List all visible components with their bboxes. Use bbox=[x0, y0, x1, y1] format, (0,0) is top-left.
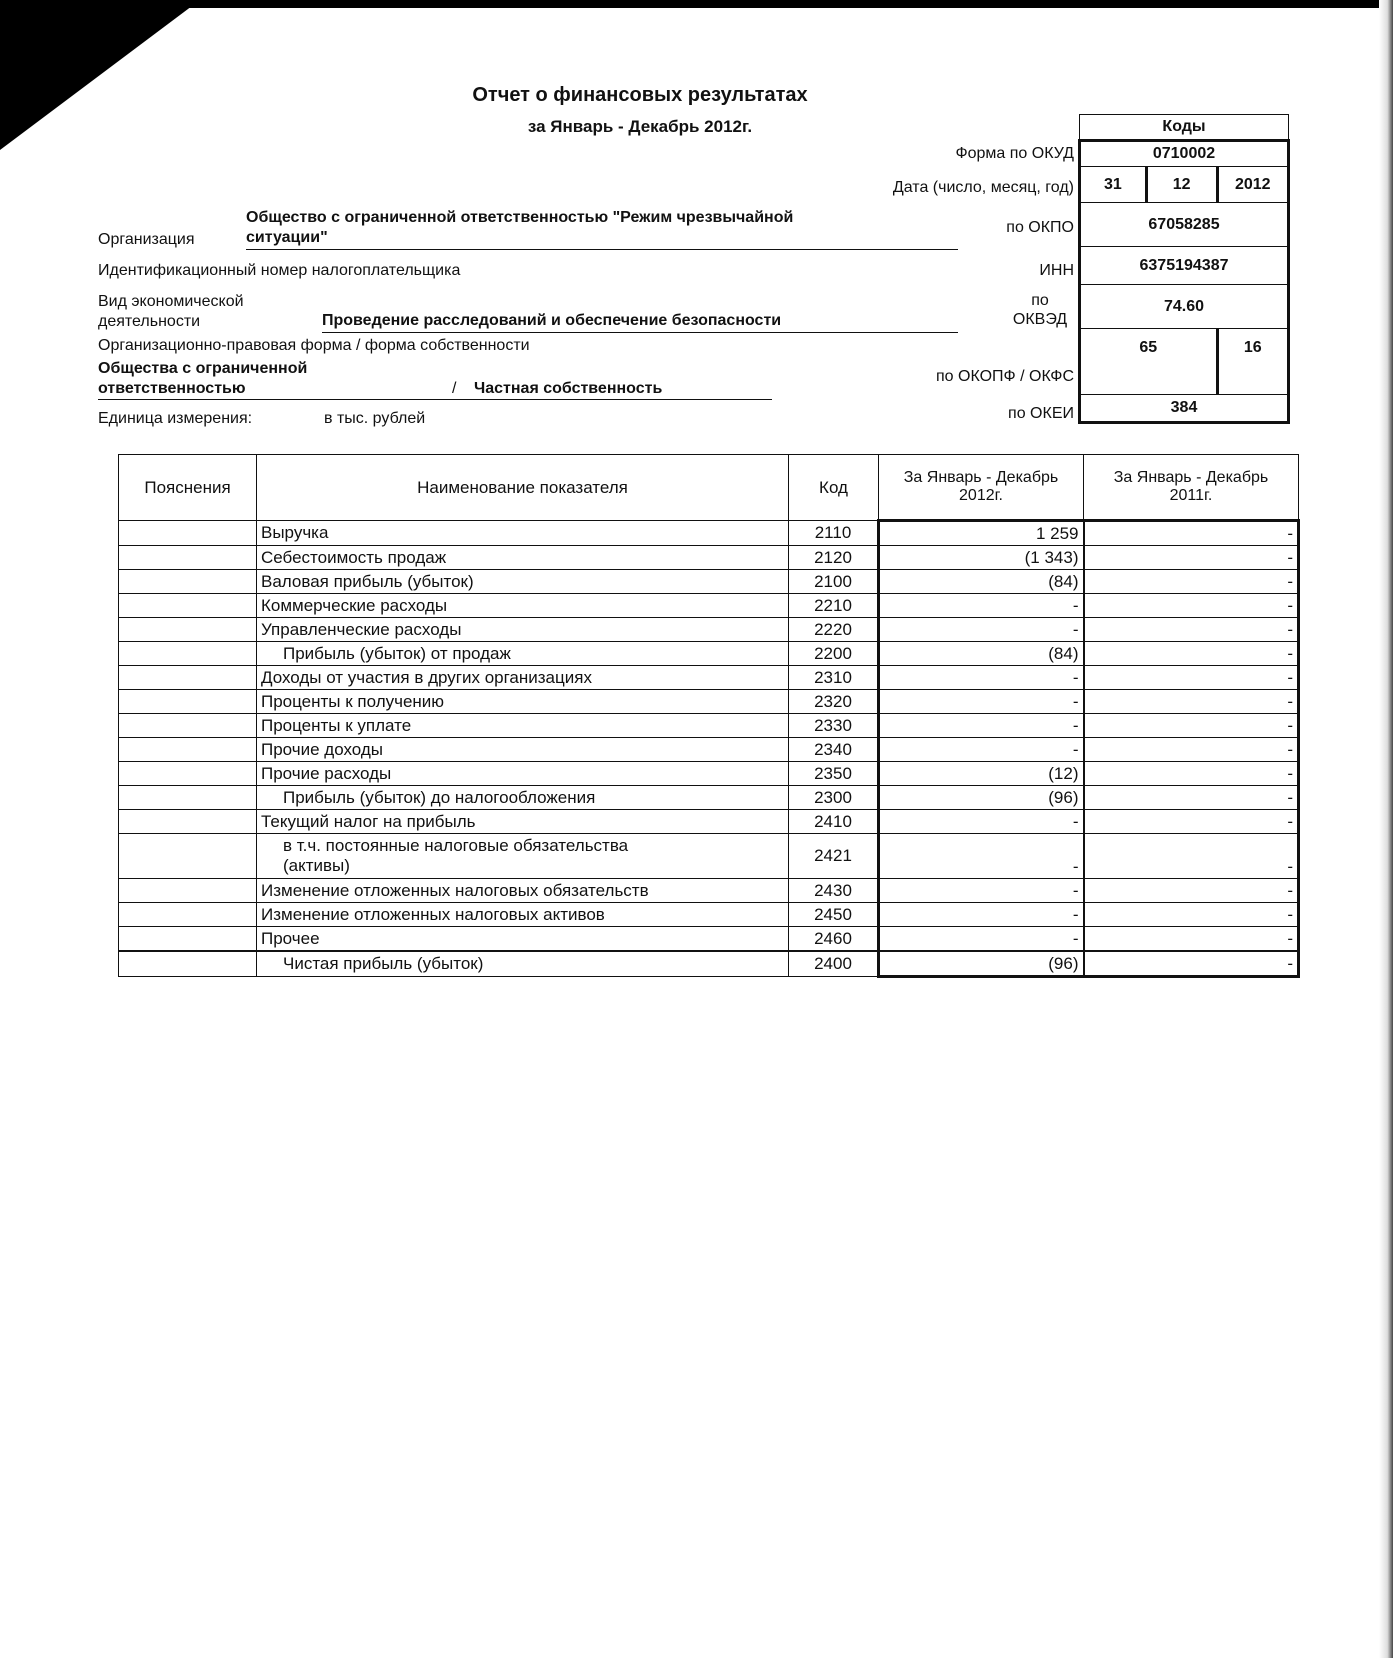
unit-value: в тыс. рублей bbox=[324, 410, 426, 427]
form-line2: ответственностью bbox=[98, 380, 246, 397]
row-previous: - bbox=[1084, 521, 1299, 546]
scan-corner bbox=[0, 0, 200, 150]
row-name: Проценты к получению bbox=[257, 690, 789, 714]
form-underline bbox=[98, 380, 772, 400]
row-current: - bbox=[879, 879, 1084, 903]
row-current: (96) bbox=[879, 786, 1084, 810]
okud-value: 0710002 bbox=[1080, 141, 1289, 167]
ownership-value: Частная собственность bbox=[474, 380, 663, 397]
table-row bbox=[119, 594, 1299, 618]
okei-label: по ОКЕИ bbox=[1008, 405, 1074, 422]
row-previous: - bbox=[1084, 903, 1299, 927]
notes-cell bbox=[119, 810, 257, 834]
report-title: Отчет о финансовых результатах bbox=[472, 84, 808, 106]
okfs-value: 16 bbox=[1217, 329, 1288, 395]
row-name: Управленческие расходы bbox=[257, 618, 789, 642]
row-code: 2320 bbox=[789, 690, 879, 714]
row-name: Прибыль (убыток) до налогообложения bbox=[257, 786, 789, 810]
row-code: 2421 bbox=[789, 834, 879, 879]
row-code: 2120 bbox=[789, 546, 879, 570]
row-name: Прибыль (убыток) от продаж bbox=[257, 642, 789, 666]
col-name: Наименование показателя bbox=[257, 455, 789, 521]
notes-cell bbox=[119, 642, 257, 666]
row-previous: - bbox=[1084, 927, 1299, 952]
row-previous: - bbox=[1084, 951, 1299, 977]
row-name: Выручка bbox=[257, 521, 789, 546]
row-code: 2400 bbox=[789, 951, 879, 977]
row-code: 2450 bbox=[789, 903, 879, 927]
okei-value: 384 bbox=[1080, 395, 1289, 423]
row-code: 2210 bbox=[789, 594, 879, 618]
activity-label-2: деятельности bbox=[98, 313, 201, 330]
col-current bbox=[879, 455, 1084, 521]
row-name: Прочие доходы bbox=[257, 738, 789, 762]
col-previous-line1: За Январь - Декабрь bbox=[1113, 469, 1269, 486]
notes-cell bbox=[119, 690, 257, 714]
row-code: 2300 bbox=[789, 786, 879, 810]
row-name: Прочие расходы bbox=[257, 762, 789, 786]
row-previous: - bbox=[1084, 642, 1299, 666]
form-label: Организационно-правовая форма / форма собственности bbox=[98, 337, 530, 354]
row-previous: - bbox=[1084, 546, 1299, 570]
row-current: - bbox=[879, 903, 1084, 927]
notes-cell bbox=[119, 834, 257, 879]
notes-cell bbox=[119, 618, 257, 642]
row-code: 2330 bbox=[789, 714, 879, 738]
okopf-label: по ОКОПФ / ОКФС bbox=[936, 368, 1074, 385]
table-row bbox=[119, 666, 1299, 690]
notes-cell bbox=[119, 762, 257, 786]
date-year: 2012 bbox=[1217, 167, 1288, 203]
table-row bbox=[119, 903, 1299, 927]
notes-cell bbox=[119, 570, 257, 594]
row-name: Валовая прибыль (убыток) bbox=[257, 570, 789, 594]
table-row bbox=[119, 714, 1299, 738]
activity-value: Проведение расследований и обеспечение безопасности bbox=[322, 312, 958, 333]
notes-cell bbox=[119, 738, 257, 762]
okved-label-2: ОКВЭД bbox=[1012, 311, 1068, 328]
row-current: - bbox=[879, 834, 1084, 879]
row-current: 1 259 bbox=[879, 521, 1084, 546]
row-code: 2310 bbox=[789, 666, 879, 690]
row-name: Чистая прибыль (убыток) bbox=[257, 951, 789, 977]
row-current: - bbox=[879, 714, 1084, 738]
row-current: (84) bbox=[879, 570, 1084, 594]
notes-cell bbox=[119, 714, 257, 738]
notes-cell bbox=[119, 927, 257, 952]
table-row bbox=[119, 762, 1299, 786]
org-name-line1: Общество с ограниченной ответственностью "Режим чрезвычайной bbox=[246, 209, 794, 226]
row-code: 2110 bbox=[789, 521, 879, 546]
unit-label: Единица измерения: bbox=[98, 410, 253, 427]
notes-cell bbox=[119, 903, 257, 927]
row-name: Себестоимость продаж bbox=[257, 546, 789, 570]
table-row bbox=[119, 879, 1299, 903]
scan-right-edge bbox=[1379, 0, 1393, 1658]
org-label: Организация bbox=[98, 231, 195, 248]
row-current: (84) bbox=[879, 642, 1084, 666]
col-previous-line2: 2011г. bbox=[1169, 487, 1213, 504]
row-current: - bbox=[879, 594, 1084, 618]
activity-label-1: Вид экономической bbox=[98, 293, 244, 310]
row-current: - bbox=[879, 666, 1084, 690]
report-period: за Январь - Декабрь 2012г. bbox=[527, 117, 753, 136]
col-current-line2: 2012г. bbox=[959, 487, 1003, 504]
row-name: Прочее bbox=[257, 927, 789, 952]
row-current: - bbox=[879, 618, 1084, 642]
row-code: 2200 bbox=[789, 642, 879, 666]
row-code: 2340 bbox=[789, 738, 879, 762]
inn-value: 6375194387 bbox=[1080, 247, 1289, 285]
notes-cell bbox=[119, 786, 257, 810]
row-previous: - bbox=[1084, 834, 1299, 879]
table-row bbox=[119, 951, 1299, 977]
okpo-label: по ОКПО bbox=[1006, 219, 1074, 236]
inn-code-label: ИНН bbox=[1039, 262, 1074, 279]
row-current: (1 343) bbox=[879, 546, 1084, 570]
table-row bbox=[119, 690, 1299, 714]
row-previous: - bbox=[1084, 879, 1299, 903]
row-previous: - bbox=[1084, 810, 1299, 834]
table-row bbox=[119, 570, 1299, 594]
notes-cell bbox=[119, 879, 257, 903]
row-name bbox=[257, 834, 789, 879]
row-code: 2220 bbox=[789, 618, 879, 642]
row-name: Изменение отложенных налоговых обязательств bbox=[257, 879, 789, 903]
date-day: 31 bbox=[1080, 167, 1147, 203]
scan-edge bbox=[0, 0, 1393, 8]
notes-cell bbox=[119, 521, 257, 546]
row-name-line1: в т.ч. постоянные налоговые обязательства bbox=[283, 836, 629, 855]
col-notes: Пояснения bbox=[119, 455, 257, 521]
row-previous: - bbox=[1084, 594, 1299, 618]
row-current: - bbox=[879, 810, 1084, 834]
row-previous: - bbox=[1084, 570, 1299, 594]
form-line1: Общества с ограниченной bbox=[98, 360, 308, 377]
table-row bbox=[119, 810, 1299, 834]
col-previous bbox=[1084, 455, 1299, 521]
col-current-line1: За Январь - Декабрь bbox=[903, 469, 1059, 486]
table-row bbox=[119, 546, 1299, 570]
date-month: 12 bbox=[1146, 167, 1217, 203]
financial-results-table bbox=[118, 454, 1300, 978]
row-name: Проценты к уплате bbox=[257, 714, 789, 738]
row-name: Доходы от участия в других организациях bbox=[257, 666, 789, 690]
row-code: 2410 bbox=[789, 810, 879, 834]
row-current: - bbox=[879, 927, 1084, 952]
form-separator: / bbox=[452, 380, 457, 397]
notes-cell bbox=[119, 594, 257, 618]
row-previous: - bbox=[1084, 690, 1299, 714]
row-code: 2350 bbox=[789, 762, 879, 786]
table-row bbox=[119, 927, 1299, 952]
row-code: 2460 bbox=[789, 927, 879, 952]
okved-label-1: по bbox=[1031, 292, 1049, 309]
table-row bbox=[119, 618, 1299, 642]
col-code: Код bbox=[789, 455, 879, 521]
notes-cell bbox=[119, 666, 257, 690]
okpo-value: 67058285 bbox=[1080, 203, 1289, 247]
row-previous: - bbox=[1084, 738, 1299, 762]
row-previous: - bbox=[1084, 762, 1299, 786]
notes-cell bbox=[119, 951, 257, 977]
row-current: - bbox=[879, 690, 1084, 714]
table-row bbox=[119, 786, 1299, 810]
row-previous: - bbox=[1084, 786, 1299, 810]
row-previous: - bbox=[1084, 618, 1299, 642]
table-row bbox=[119, 642, 1299, 666]
table-row bbox=[119, 521, 1299, 546]
codes-heading: Коды bbox=[1080, 115, 1289, 141]
okved-value: 74.60 bbox=[1080, 285, 1289, 329]
org-name-line2: ситуации" bbox=[246, 229, 958, 250]
row-code: 2100 bbox=[789, 570, 879, 594]
notes-cell bbox=[119, 546, 257, 570]
row-name: Коммерческие расходы bbox=[257, 594, 789, 618]
okud-label: Форма по ОКУД bbox=[955, 145, 1074, 162]
row-previous: - bbox=[1084, 666, 1299, 690]
row-code: 2430 bbox=[789, 879, 879, 903]
row-previous: - bbox=[1084, 714, 1299, 738]
row-name-line2: (активы) bbox=[283, 856, 350, 875]
row-current: - bbox=[879, 738, 1084, 762]
row-name: Изменение отложенных налоговых активов bbox=[257, 903, 789, 927]
okopf-value: 65 bbox=[1080, 329, 1218, 395]
date-label: Дата (число, месяц, год) bbox=[892, 179, 1074, 196]
row-current: (12) bbox=[879, 762, 1084, 786]
inn-label: Идентификационный номер налогоплательщика bbox=[98, 262, 461, 279]
row-name: Текущий налог на прибыль bbox=[257, 810, 789, 834]
row-current: (96) bbox=[879, 951, 1084, 977]
table-row bbox=[119, 738, 1299, 762]
codes-box bbox=[1078, 114, 1290, 424]
table-row bbox=[119, 834, 1299, 879]
